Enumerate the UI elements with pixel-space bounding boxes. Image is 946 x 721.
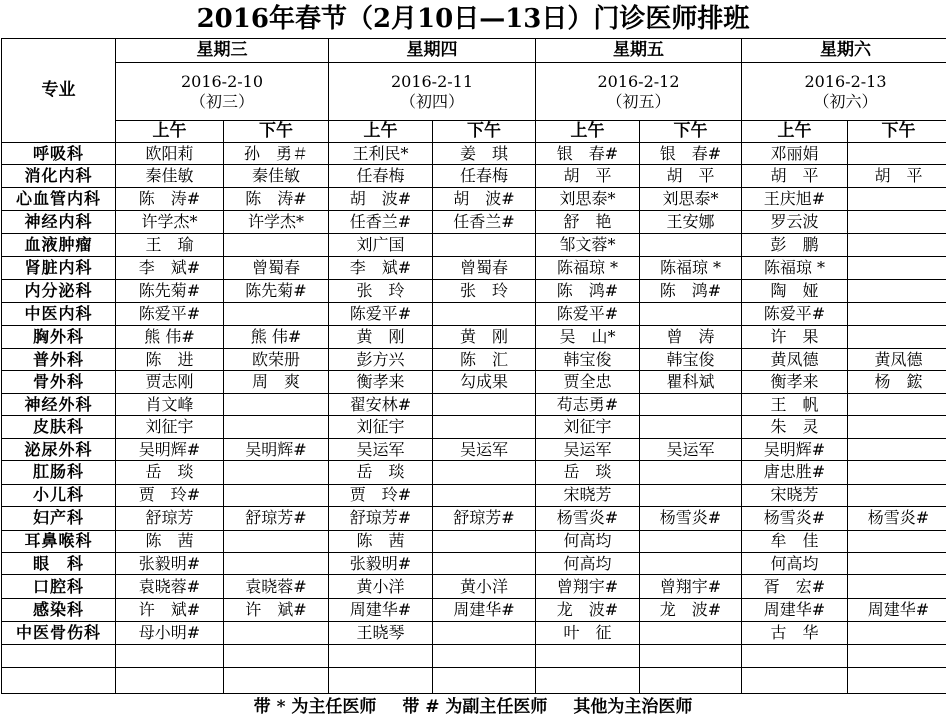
doctor-cell: 张毅明# xyxy=(329,553,433,575)
doctor-cell: 岳 琰 xyxy=(536,461,640,484)
doctor-cell xyxy=(848,416,946,438)
doctor-cell: 勾成果 xyxy=(433,371,536,393)
doctor-cell xyxy=(224,644,329,667)
doctor-cell: 岳 琰 xyxy=(329,461,433,484)
doctor-cell: 秦佳敏 xyxy=(116,165,224,187)
date-text: 2016-2-13 xyxy=(804,71,887,91)
doctor-cell: 陈爱平# xyxy=(116,303,224,325)
doctor-cell: 杨雪炎# xyxy=(536,507,640,530)
pm-header: 下午 xyxy=(848,120,946,142)
date-header xyxy=(329,63,536,120)
weekday-header: 星期四 xyxy=(329,39,536,63)
date-text: 2016-2-10 xyxy=(180,71,264,91)
doctor-cell: 舒琼芳# xyxy=(433,507,536,530)
department-cell: 内分泌科 xyxy=(2,279,116,302)
doctor-cell: 银 春# xyxy=(640,143,742,165)
doctor-cell: 胡 波# xyxy=(329,187,433,210)
doctor-cell: 许 斌# xyxy=(224,598,329,621)
doctor-cell xyxy=(848,622,946,644)
date-text: 2016-2-12 xyxy=(597,71,680,91)
weekday-header: 星期六 xyxy=(742,39,946,63)
doctor-cell: 宋晓芳 xyxy=(536,484,640,506)
doctor-cell: 陈 涛# xyxy=(224,187,329,210)
department-cell: 中医内科 xyxy=(2,303,116,325)
table-row xyxy=(2,598,946,621)
department-cell: 泌尿外科 xyxy=(2,438,116,460)
doctor-cell: 舒琼芳# xyxy=(224,507,329,530)
doctor-cell: 龙 波# xyxy=(640,598,742,621)
doctor-cell: 舒琼芳 xyxy=(116,507,224,530)
doctor-cell: 陈 鸿# xyxy=(536,279,640,302)
doctor-cell xyxy=(640,233,742,256)
pm-header: 下午 xyxy=(640,120,742,142)
doctor-cell xyxy=(433,644,536,667)
doctor-cell: 陈先菊# xyxy=(224,279,329,302)
table-row xyxy=(2,507,946,530)
doctor-cell xyxy=(640,461,742,484)
doctor-cell: 贾全忠 xyxy=(536,371,640,393)
doctor-cell: 曾翔宇# xyxy=(536,575,640,598)
doctor-cell xyxy=(848,325,946,348)
department-cell: 骨外科 xyxy=(2,371,116,393)
doctor-cell xyxy=(742,644,848,667)
doctor-cell: 陈 茜 xyxy=(116,530,224,552)
doctor-cell xyxy=(224,393,329,415)
legend-deputy: 带 # 为副主任医师 xyxy=(402,697,548,717)
doctor-cell: 彭方兴 xyxy=(329,349,433,371)
schedule-table xyxy=(1,38,946,694)
table-row xyxy=(2,303,946,325)
doctor-cell: 陈 鸿# xyxy=(640,279,742,302)
doctor-cell: 牟 佳 xyxy=(742,530,848,552)
doctor-cell: 任香兰# xyxy=(329,211,433,233)
doctor-cell xyxy=(848,575,946,598)
table-row xyxy=(2,530,946,552)
legend-footer xyxy=(0,694,946,721)
department-cell: 眼 科 xyxy=(2,553,116,575)
doctor-cell xyxy=(224,553,329,575)
doctor-cell xyxy=(848,393,946,415)
am-header: 上午 xyxy=(116,120,224,142)
doctor-cell: 曾 涛 xyxy=(640,325,742,348)
table-row xyxy=(2,371,946,393)
doctor-cell: 刘征宇 xyxy=(536,416,640,438)
doctor-cell: 吴运军 xyxy=(640,438,742,460)
doctor-cell xyxy=(433,530,536,552)
doctor-cell: 贾 玲# xyxy=(329,484,433,506)
doctor-cell: 陈爱平# xyxy=(742,303,848,325)
doctor-cell: 熊 伟# xyxy=(116,325,224,348)
doctor-cell: 许 斌# xyxy=(116,598,224,621)
doctor-cell: 王 帆 xyxy=(742,393,848,415)
doctor-cell xyxy=(848,257,946,279)
doctor-cell: 贾 玲# xyxy=(116,484,224,506)
doctor-cell: 吴运军 xyxy=(536,438,640,460)
lunar-text: （初四） xyxy=(399,91,464,111)
department-cell xyxy=(2,668,116,694)
table-row xyxy=(2,325,946,348)
table-row xyxy=(2,461,946,484)
doctor-cell xyxy=(224,530,329,552)
table-row xyxy=(2,187,946,210)
doctor-cell xyxy=(433,233,536,256)
page-title: 2016年春节（2月10日—13日）门诊医师排班 xyxy=(196,4,750,34)
doctor-cell: 胡 平 xyxy=(742,165,848,187)
doctor-cell xyxy=(433,461,536,484)
doctor-cell xyxy=(433,668,536,694)
doctor-cell: 胡 平 xyxy=(640,165,742,187)
doctor-cell: 许 果 xyxy=(742,325,848,348)
doctor-cell: 王晓琴 xyxy=(329,622,433,644)
doctor-cell: 吴明辉# xyxy=(742,438,848,460)
table-row xyxy=(2,416,946,438)
doctor-cell xyxy=(640,484,742,506)
doctor-cell: 吴明辉# xyxy=(224,438,329,460)
doctor-cell: 刘征宇 xyxy=(329,416,433,438)
doctor-cell: 陶 娅 xyxy=(742,279,848,302)
table-row xyxy=(2,575,946,598)
table-row xyxy=(2,165,946,187)
doctor-cell: 陈 茜 xyxy=(329,530,433,552)
doctor-cell: 李 斌# xyxy=(116,257,224,279)
doctor-cell: 黄小洋 xyxy=(433,575,536,598)
doctor-cell: 张 玲 xyxy=(329,279,433,302)
department-cell: 呼吸科 xyxy=(2,143,116,165)
doctor-cell: 任春梅 xyxy=(433,165,536,187)
doctor-cell: 韩宝俊 xyxy=(640,349,742,371)
doctor-cell xyxy=(640,530,742,552)
doctor-cell xyxy=(640,553,742,575)
doctor-cell: 胡 平 xyxy=(536,165,640,187)
doctor-cell: 宋晓芳 xyxy=(742,484,848,506)
doctor-cell xyxy=(224,622,329,644)
doctor-cell xyxy=(848,303,946,325)
doctor-cell: 苟志勇# xyxy=(536,393,640,415)
doctor-cell: 朱 灵 xyxy=(742,416,848,438)
doctor-cell: 孙 勇＃ xyxy=(224,143,329,165)
doctor-cell: 银 春# xyxy=(536,143,640,165)
doctor-cell: 瞿科斌 xyxy=(640,371,742,393)
doctor-cell: 曾蜀春 xyxy=(224,257,329,279)
doctor-cell: 王安娜 xyxy=(640,211,742,233)
doctor-cell xyxy=(116,644,224,667)
doctor-cell: 衡孝来 xyxy=(329,371,433,393)
doctor-cell xyxy=(848,187,946,210)
department-cell: 口腔科 xyxy=(2,575,116,598)
lunar-text: （初三） xyxy=(189,91,254,111)
doctor-cell: 岳 琰 xyxy=(116,461,224,484)
doctor-cell: 任香兰# xyxy=(433,211,536,233)
doctor-cell: 唐忠胜# xyxy=(742,461,848,484)
doctor-cell: 王 瑜 xyxy=(116,233,224,256)
doctor-cell xyxy=(848,279,946,302)
doctor-cell: 陈爱平# xyxy=(329,303,433,325)
specialty-header: 专业 xyxy=(2,39,116,143)
doctor-cell: 刘思泰* xyxy=(536,187,640,210)
doctor-cell: 黄 刚 xyxy=(329,325,433,348)
department-cell: 神经外科 xyxy=(2,393,116,415)
doctor-cell xyxy=(640,644,742,667)
doctor-cell: 黄 刚 xyxy=(433,325,536,348)
department-cell: 胸外科 xyxy=(2,325,116,348)
doctor-cell: 胡 波# xyxy=(433,187,536,210)
table-row xyxy=(2,644,946,667)
doctor-cell: 邓丽娟 xyxy=(742,143,848,165)
doctor-cell xyxy=(640,622,742,644)
doctor-cell: 熊 伟# xyxy=(224,325,329,348)
doctor-cell: 舒琼芳# xyxy=(329,507,433,530)
doctor-cell: 罗云波 xyxy=(742,211,848,233)
doctor-cell: 许学杰* xyxy=(116,211,224,233)
table-row xyxy=(2,257,946,279)
legend-chief: 带 * 为主任医师 xyxy=(253,697,377,717)
doctor-cell xyxy=(224,416,329,438)
doctor-cell: 贾志刚 xyxy=(116,371,224,393)
doctor-cell: 陈 涛# xyxy=(116,187,224,210)
date-header xyxy=(742,63,946,120)
department-cell: 肛肠科 xyxy=(2,461,116,484)
doctor-cell: 吴明辉# xyxy=(116,438,224,460)
doctor-cell xyxy=(433,553,536,575)
doctor-cell: 吴运军 xyxy=(329,438,433,460)
doctor-cell xyxy=(848,461,946,484)
doctor-cell xyxy=(433,303,536,325)
doctor-cell: 黄小洋 xyxy=(329,575,433,598)
doctor-cell: 任春梅 xyxy=(329,165,433,187)
lunar-text: （初五） xyxy=(606,91,671,111)
doctor-cell: 姜 琪 xyxy=(433,143,536,165)
doctor-cell xyxy=(224,461,329,484)
doctor-cell: 舒 艳 xyxy=(536,211,640,233)
doctor-cell: 刘广国 xyxy=(329,233,433,256)
doctor-cell: 陈 进 xyxy=(116,349,224,371)
department-cell: 血液肿瘤 xyxy=(2,233,116,256)
doctor-cell: 袁晓蓉# xyxy=(224,575,329,598)
legend-attending: 其他为主治医师 xyxy=(573,697,693,717)
doctor-cell: 袁晓蓉# xyxy=(116,575,224,598)
department-cell: 耳鼻喉科 xyxy=(2,530,116,552)
department-cell: 感染科 xyxy=(2,598,116,621)
doctor-cell xyxy=(640,416,742,438)
doctor-cell: 张毅明# xyxy=(116,553,224,575)
doctor-cell: 衡孝来 xyxy=(742,371,848,393)
doctor-cell: 刘思泰* xyxy=(640,187,742,210)
doctor-cell: 黄凤德 xyxy=(848,349,946,371)
doctor-cell: 何高均 xyxy=(536,553,640,575)
doctor-cell: 龙 波# xyxy=(536,598,640,621)
department-cell: 消化内科 xyxy=(2,165,116,187)
doctor-cell xyxy=(742,668,848,694)
department-cell: 肾脏内科 xyxy=(2,257,116,279)
doctor-cell xyxy=(848,143,946,165)
doctor-cell: 胡 平 xyxy=(848,165,946,187)
doctor-cell: 胥 宏# xyxy=(742,575,848,598)
table-row xyxy=(2,668,946,694)
doctor-cell: 曾翔宇# xyxy=(640,575,742,598)
doctor-cell: 李 斌# xyxy=(329,257,433,279)
doctor-cell: 秦佳敏 xyxy=(224,165,329,187)
doctor-cell: 王利民* xyxy=(329,143,433,165)
pm-header: 下午 xyxy=(224,120,329,142)
doctor-cell xyxy=(224,233,329,256)
doctor-cell: 周 爽 xyxy=(224,371,329,393)
lunar-text: （初六） xyxy=(813,91,878,111)
doctor-cell xyxy=(848,553,946,575)
doctor-cell xyxy=(848,211,946,233)
doctor-cell xyxy=(848,484,946,506)
doctor-cell: 陈先菊# xyxy=(116,279,224,302)
doctor-cell: 刘征宇 xyxy=(116,416,224,438)
doctor-cell: 曾蜀春 xyxy=(433,257,536,279)
doctor-cell xyxy=(640,393,742,415)
doctor-cell xyxy=(848,644,946,667)
table-row xyxy=(2,211,946,233)
doctor-cell: 陈福琼 * xyxy=(640,257,742,279)
doctor-cell: 古 华 xyxy=(742,622,848,644)
doctor-cell xyxy=(536,668,640,694)
doctor-cell xyxy=(848,438,946,460)
department-cell: 小儿科 xyxy=(2,484,116,506)
date-header xyxy=(116,63,329,120)
doctor-cell xyxy=(640,668,742,694)
date-text: 2016-2-11 xyxy=(390,71,474,91)
doctor-cell xyxy=(224,484,329,506)
doctor-cell: 欧阳莉 xyxy=(116,143,224,165)
table-row xyxy=(2,233,946,256)
doctor-cell: 周建华# xyxy=(742,598,848,621)
doctor-cell xyxy=(848,233,946,256)
weekday-header: 星期三 xyxy=(116,39,329,63)
doctor-cell: 杨雪炎# xyxy=(742,507,848,530)
department-cell: 普外科 xyxy=(2,349,116,371)
doctor-cell xyxy=(640,303,742,325)
weekday-header: 星期五 xyxy=(536,39,742,63)
am-header: 上午 xyxy=(536,120,640,142)
doctor-cell xyxy=(536,644,640,667)
doctor-cell xyxy=(433,622,536,644)
am-header: 上午 xyxy=(329,120,433,142)
table-row xyxy=(2,438,946,460)
doctor-cell: 周建华# xyxy=(329,598,433,621)
doctor-cell: 吴运军 xyxy=(433,438,536,460)
table-row xyxy=(2,143,946,165)
doctor-cell: 陈爱平# xyxy=(536,303,640,325)
am-header: 上午 xyxy=(742,120,848,142)
department-cell: 心血管内科 xyxy=(2,187,116,210)
doctor-cell: 陈福琼 * xyxy=(536,257,640,279)
doctor-cell: 欧荣册 xyxy=(224,349,329,371)
doctor-cell: 张 玲 xyxy=(433,279,536,302)
doctor-cell: 杨雪炎# xyxy=(848,507,946,530)
table-row xyxy=(2,553,946,575)
doctor-cell: 陈福琼 * xyxy=(742,257,848,279)
table-row xyxy=(2,622,946,644)
date-header xyxy=(536,63,742,120)
doctor-cell: 杨雪炎# xyxy=(640,507,742,530)
doctor-cell: 陈 汇 xyxy=(433,349,536,371)
doctor-cell: 彭 鹏 xyxy=(742,233,848,256)
department-cell: 皮肤科 xyxy=(2,416,116,438)
doctor-cell xyxy=(329,668,433,694)
department-cell xyxy=(2,644,116,667)
doctor-cell: 何高均 xyxy=(536,530,640,552)
doctor-cell xyxy=(848,530,946,552)
doctor-cell xyxy=(433,393,536,415)
doctor-cell: 肖文峰 xyxy=(116,393,224,415)
department-cell: 中医骨伤科 xyxy=(2,622,116,644)
doctor-cell: 杨 鋐 xyxy=(848,371,946,393)
pm-header: 下午 xyxy=(433,120,536,142)
doctor-cell: 母小明# xyxy=(116,622,224,644)
doctor-cell xyxy=(329,644,433,667)
department-cell: 妇产科 xyxy=(2,507,116,530)
doctor-cell: 邹文蓉* xyxy=(536,233,640,256)
doctor-cell xyxy=(433,416,536,438)
table-row xyxy=(2,279,946,302)
doctor-cell: 王庆旭# xyxy=(742,187,848,210)
table-row xyxy=(2,484,946,506)
doctor-cell xyxy=(224,668,329,694)
doctor-cell xyxy=(224,303,329,325)
doctor-cell: 周建华# xyxy=(433,598,536,621)
department-cell: 神经内科 xyxy=(2,211,116,233)
table-row xyxy=(2,349,946,371)
doctor-cell xyxy=(116,668,224,694)
doctor-cell: 吴 山* xyxy=(536,325,640,348)
doctor-cell: 黄凤德 xyxy=(742,349,848,371)
doctor-cell: 叶 征 xyxy=(536,622,640,644)
doctor-cell xyxy=(848,668,946,694)
table-row xyxy=(2,393,946,415)
doctor-cell: 何高均 xyxy=(742,553,848,575)
doctor-cell: 韩宝俊 xyxy=(536,349,640,371)
doctor-cell: 许学杰* xyxy=(224,211,329,233)
doctor-cell: 翟安林# xyxy=(329,393,433,415)
doctor-cell: 周建华# xyxy=(848,598,946,621)
doctor-cell xyxy=(433,484,536,506)
